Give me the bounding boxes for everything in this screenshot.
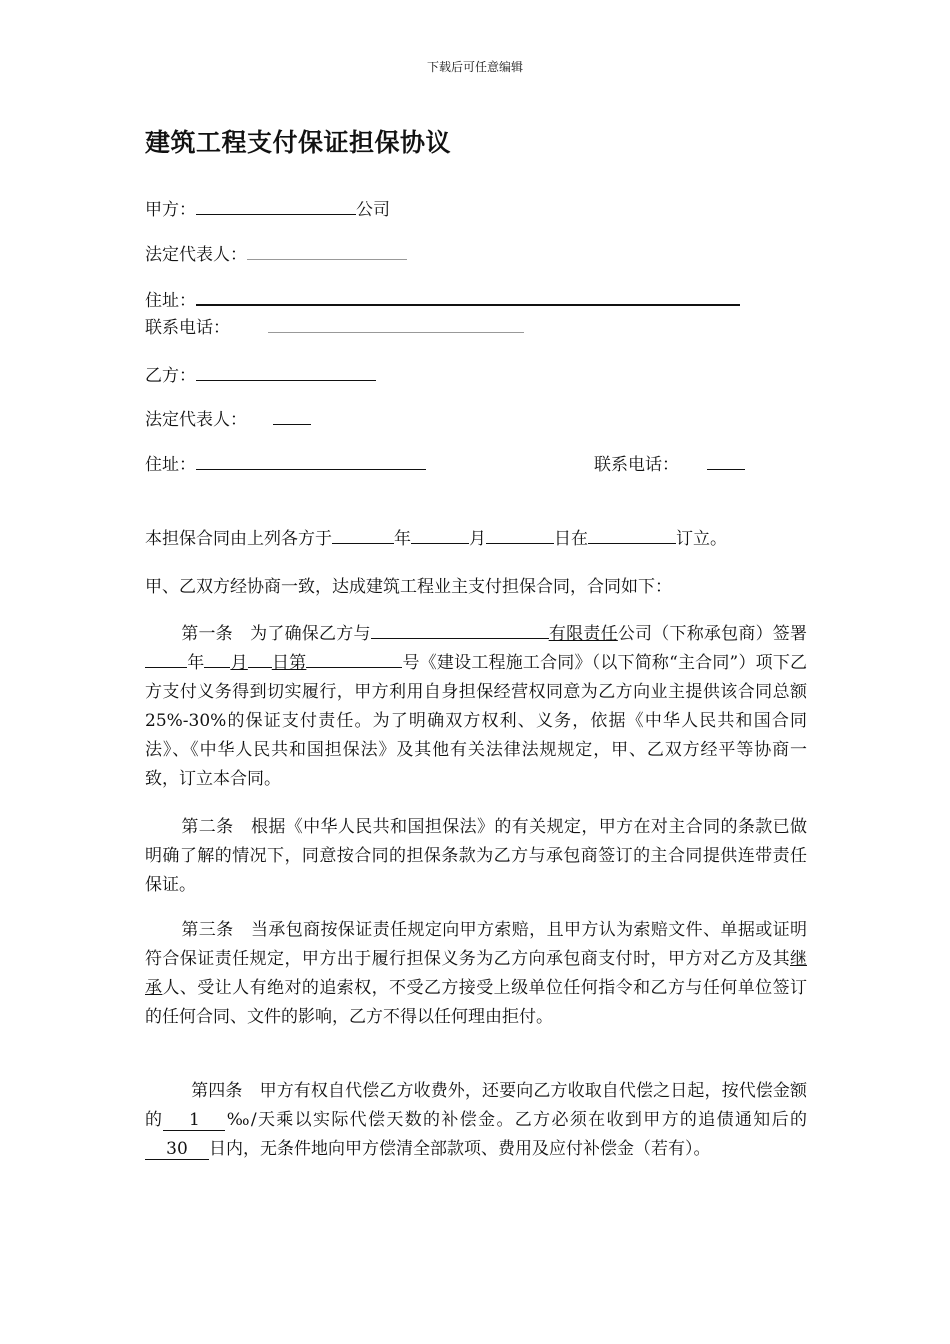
- party-b-label: 乙方：: [145, 366, 196, 386]
- article-3: [145, 916, 807, 1032]
- party-a-rep-blank: [247, 243, 407, 260]
- article-4-rate: 1: [163, 1110, 225, 1131]
- document-title: 建筑工程支付保证担保协议: [145, 128, 452, 157]
- article-4-days: 30: [145, 1139, 209, 1160]
- party-b-address-label: 住址：: [145, 455, 196, 475]
- party-b-phone-line: [594, 453, 745, 476]
- party-b-address-line: [145, 453, 426, 476]
- party-a-phone-label: 联系电话：: [145, 318, 230, 338]
- signing-year: 年: [394, 529, 411, 549]
- party-b-name-blank: [196, 364, 376, 381]
- article-1: [145, 620, 807, 794]
- party-a-suffix: 公司: [356, 200, 390, 220]
- signing-intro: 本担保合同由上列各方于: [145, 529, 332, 549]
- article-2-title: 第二条: [181, 817, 234, 837]
- article-1-month-blank-a: [204, 667, 230, 668]
- article-1-p1: 为了确保乙方与: [250, 624, 371, 644]
- article-1-title: 第一条: [181, 624, 233, 644]
- party-a-address-blank: [196, 288, 740, 306]
- party-a-address-line: [145, 288, 740, 312]
- article-2-text: 根据《中华人民共和国担保法》的有关规定，甲方在对主合同的条款已做明确了解的情况下，同意按合同的担保条款为乙方与承包商签订的主合同提供连带责任保证。: [145, 817, 808, 895]
- header-note: 下载后可任意编辑: [426, 60, 523, 74]
- article-1-day-blank: [248, 667, 272, 668]
- article-4-p2: ‰/天乘以实际代偿天数的补偿金。乙方必须在收到甲方的追债通知后的: [225, 1110, 808, 1130]
- party-b-line: [145, 364, 376, 387]
- signing-end: 订立。: [676, 529, 727, 549]
- party-b-phone-label: 联系电话：: [594, 455, 679, 475]
- article-1-company-type: 有限责任: [548, 624, 618, 644]
- article-2: [145, 813, 807, 900]
- article-1-number-blank: [306, 667, 402, 668]
- preamble: 甲、乙双方经协商一致，达成建筑工程业主支付担保合同，合同如下：: [145, 577, 672, 597]
- party-a-address-label: 住址：: [145, 291, 196, 311]
- article-4-p3: 日内，无条件地向甲方偿清全部款项、费用及应付补偿金（若有）。: [209, 1139, 711, 1159]
- party-a-rep-label: 法定代表人：: [145, 245, 247, 265]
- party-b-rep-line: [145, 408, 311, 431]
- article-3-p1: 当承包商按保证责任规定向甲方索赔，且甲方认为索赔文件、单据或证明符合保证责任规定，甲方出于履行担保义务为乙方向承包商支付时，甲方对乙方及其: [145, 920, 808, 969]
- article-3-p2: 人、受让人有绝对的追索权，不受乙方接受上级单位任何指令和乙方与任何单位签订的任何合同、文件的影响，乙方不得以任何理由拒付。: [145, 978, 808, 1027]
- article-1-year: 年: [187, 653, 205, 673]
- signing-line: [145, 527, 727, 550]
- article-1-year-blank: [145, 667, 187, 668]
- article-3-successor: 继承: [145, 949, 807, 998]
- article-1-p3: 号《建设工程施工合同》（以下简称“主合同”）项下乙方支付义务得到切实履行，甲方利用自身担保经营权同意为乙方向业主提供该合同总额25%-30%的保证支付责任。为了明确双方权利、义务，依据《中华人民共和国合同法》、《中华人民共和国担保法》及其他有关法律法规规定，甲、乙双方经平等协商一致，订立本合同。: [145, 653, 808, 789]
- article-1-day-no: 日第: [271, 653, 307, 673]
- party-a-line: [145, 198, 390, 221]
- party-b-rep-label: 法定代表人：: [145, 410, 247, 430]
- party-a-rep-line: [145, 243, 407, 266]
- party-a-name-blank: [196, 198, 356, 215]
- party-a-label: 甲方：: [145, 200, 196, 220]
- signing-day-at: 日在: [554, 529, 588, 549]
- signing-place-blank: [588, 527, 676, 544]
- article-1-p2: 公司（下称承包商）签署: [617, 624, 808, 644]
- article-1-month: 月: [230, 653, 248, 673]
- article-4: [145, 1077, 807, 1164]
- party-b-rep-blank: [273, 408, 311, 425]
- party-a-phone-blank: [268, 316, 524, 333]
- signing-day-blank: [486, 527, 554, 544]
- party-b-phone-blank: [707, 453, 745, 470]
- party-a-phone-line: [145, 316, 524, 339]
- party-b-address-blank: [196, 453, 426, 470]
- article-1-party-blank: [371, 638, 549, 639]
- article-4-p1: 甲方有权自代偿乙方收费外，还要向乙方收取自代偿之日起，按代偿金额的: [145, 1081, 808, 1130]
- article-4-title: 第四条: [191, 1081, 243, 1101]
- signing-month: 月: [469, 529, 486, 549]
- signing-month-blank: [411, 527, 469, 544]
- signing-year-blank: [332, 527, 394, 544]
- article-3-title: 第三条: [181, 920, 234, 940]
